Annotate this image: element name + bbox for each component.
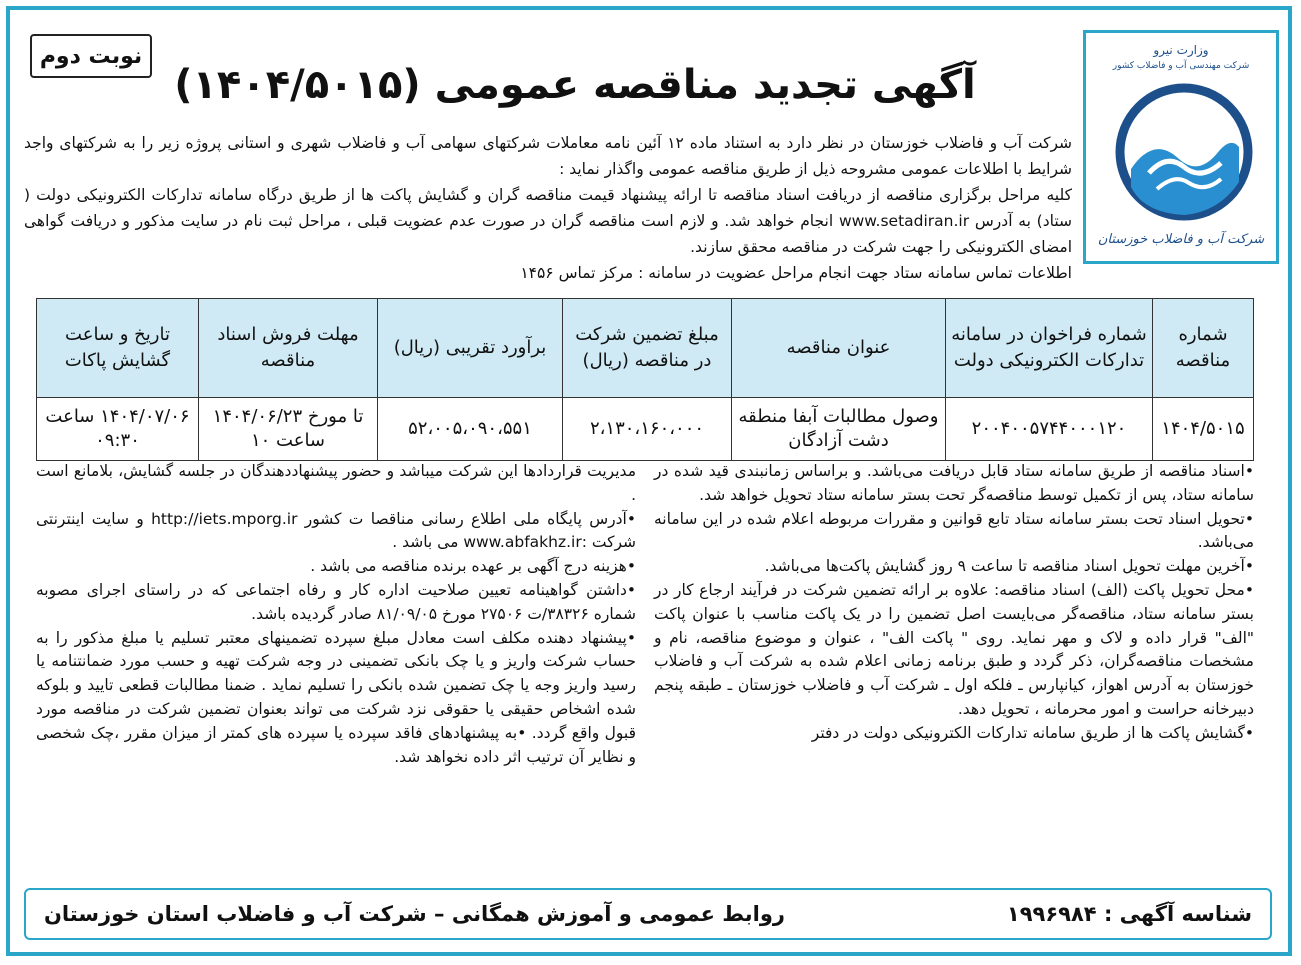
terms-left-column (36, 460, 636, 870)
logo-company-name: شرکت آب و فاضلاب خوزستان (1097, 232, 1265, 247)
term-item: •آخرین مهلت تحویل اسناد مناقصه تا ساعت ۹ روز گشایش پاکت‌ها می‌باشد. (764, 557, 1254, 576)
intro-text (24, 130, 1072, 286)
term-item: •محل تحویل پاکت (الف) اسناد مناقصه: علاوه بر ارائه تضمین شرکت در فرآیند ارجاع کار در بستر سامانه ستاد، مناقصه‌گر می‌بایست اصل تضمین را در یک پاکت مناسب با عنوان پاکت "الف" قرار داده و لاک و مهر نماید. روی " پاکت الف" ، عنوان و موضوع مناقصه، نام و مشخصات مناقصه‌گران، ذکر گردد و طبق برنامه زمانی اعلام شده به شرکت آب و فاضلاب خوزستان به آدرس اهواز، کیانپارس ـ فلکه اول ـ شرکت آب و فاضلاب خوزستان ـ طبقه پنجم دبیرخانه حراست و امور محرمانه ، تحویل دهد. (654, 580, 1254, 718)
cell-guarantee: ۲،۱۳۰،۱۶۰،۰۰۰ (563, 398, 732, 461)
cell-tender-number: ۱۴۰۴/۵۰۱۵ (1153, 398, 1254, 461)
department-name: روابط عمومی و آموزش همگانی – شرکت آب و فاضلاب استان خوزستان (44, 902, 785, 926)
cell-call-number: ۲۰۰۴۰۰۵۷۴۴۰۰۰۱۲۰ (946, 398, 1153, 461)
col-header-guarantee: مبلغ تضمین شرکت در مناقصه (ریال) (563, 299, 732, 398)
col-header-tender-title: عنوان مناقصه (732, 299, 946, 398)
term-item: •پیشنهاد دهنده مکلف است معادل مبلغ سپرده تضمینهای معتبر تسلیم یا مبلغ مذکور را به حساب شرکت واریز و یا چک بانکی تضمینی در وجه شرکت تهیه و حسب مورد ضمانتنامه یا رسید واریز وجه یا چک تضمین شده بانکی را تسلیم نماید . ضمنا مطالبات قطعی تایید و بلوکه شده اشخاص حقیقی یا حقوقی نزد شرکت می تواند بعنوان تضمین شرکت در مناقصه مورد قبول واقع گردد. •به پیشنهادهای فاقد سپرده یا سپرده های کمتر از میزان مقرر ،چک شخصی و نظایر آن ترتیب اثر داده نخواهد شد. (36, 628, 636, 766)
terms-right-column (636, 460, 1254, 870)
col-header-sale-deadline: مهلت فروش اسناد مناقصه (199, 299, 378, 398)
cell-sale-deadline: تا مورخ ۱۴۰۴/۰۶/۲۳ ساعت ۱۰ (199, 398, 378, 461)
term-item: •تحویل اسناد تحت بستر سامانه ستاد تابع قوانین و مقررات مربوطه اعلام شده در این سامانه می‌باشد. (654, 509, 1254, 552)
term-item: مدیریت قراردادها این شرکت میباشد و حضور پیشنهاددهندگان در جلسه گشایش، بلامانع است . (36, 462, 636, 504)
logo-sub-text: شرکت مهندسی آب و فاضلاب کشور (1112, 61, 1250, 71)
intro-paragraph: شرکت آب و فاضلاب خوزستان در نظر دارد به استناد ماده ۱۲ آئین نامه معاملات شرکتهای سهامی آب و فاضلاب شهری و استانی پروژه زیر را به شرکتهای واجد شرایط با اطلاعات عمومی مشروحه ذیل از طریق مناقصه عمومی واگذار نماید : (24, 134, 1072, 178)
intro-paragraph: کلیه مراحل برگزاری مناقصه از دریافت اسناد مناقصه تا ارائه پیشنهاد قیمت مناقصه گران و گشایش پاکت ها از طریق درگاه سامانه تدارکات الکترونیکی دولت ( ستاد) به آدرس www.setadiran.ir انجام خواهد شد. و لازم است مناقصه گران در صورت عدم عضویت قبلی ، مراحل ثبت نام در سایت مذکور و دریافت گواهی امضای الکترونیکی را جهت شرکت در مناقصه محقق سازند. (24, 186, 1072, 256)
page-title: آگهی تجدید مناقصه عمومی (۱۴۰۴/۵۰۱۵) (174, 62, 976, 108)
term-item: •هزینه درج آگهی بر عهده برنده مناقصه می باشد . (310, 557, 636, 576)
col-header-call-number: شماره فراخوان در سامانه تدارکات الکترونیکی دولت (946, 299, 1153, 398)
round-badge: نوبت دوم (30, 34, 152, 78)
term-item: •داشتن گواهینامه تعیین صلاحیت اداره کار و رفاه اجتماعی که در راستای اجرای مصوبه شماره ۳۸۳۲۶/ت ۲۷۵۰۶ مورخ ۸۱/۰۹/۰۵ صادر گردیده باشد. (36, 580, 636, 623)
cell-estimate: ۵۲،۰۰۵،۰۹۰،۵۵۱ (378, 398, 563, 461)
intro-paragraph: اطلاعات تماس سامانه ستاد جهت انجام مراحل عضویت در سامانه : مرکز تماس ۱۴۵۶ (520, 264, 1072, 282)
term-item: •اسناد مناقصه از طریق سامانه ستاد قابل دریافت می‌باشد. و براساس زمانبندی قید شده در سامانه ستاد، پس از تکمیل توسط مناقصه‌گر تحت بستر سامانه ستاد تحویل خواهد شد. (654, 462, 1254, 504)
footer-bar (24, 888, 1272, 940)
table-header-row (37, 299, 1254, 398)
water-drop-icon (1109, 77, 1259, 227)
table-row (37, 398, 1254, 461)
company-logo (1083, 30, 1279, 264)
logo-ministry-text: وزارت نیرو (1153, 43, 1209, 57)
tender-table (36, 298, 1254, 461)
term-item: •گشایش پاکت ها از طریق سامانه تدارکات الکترونیکی دولت در دفتر (811, 723, 1254, 742)
cell-opening-date: ۱۴۰۴/۰۷/۰۶ ساعت ۰۹:۳۰ (37, 398, 199, 461)
ad-id: شناسه آگهی : ۱۹۹۶۹۸۴ (1006, 902, 1252, 926)
col-header-tender-number: شماره مناقصه (1153, 299, 1254, 398)
col-header-opening-date: تاریخ و ساعت گشایش پاکات (37, 299, 199, 398)
terms-section (36, 460, 1254, 870)
col-header-estimate: برآورد تقریبی (ریال) (378, 299, 563, 398)
cell-tender-title: وصول مطالبات آبفا منطقه دشت آزادگان (732, 398, 946, 461)
term-item: •آدرس پایگاه ملی اطلاع رسانی مناقصا ت کشور http://iets.mporg.ir و سایت اینترنتی شرکت :www.abfakhz.ir می باشد . (36, 509, 636, 552)
